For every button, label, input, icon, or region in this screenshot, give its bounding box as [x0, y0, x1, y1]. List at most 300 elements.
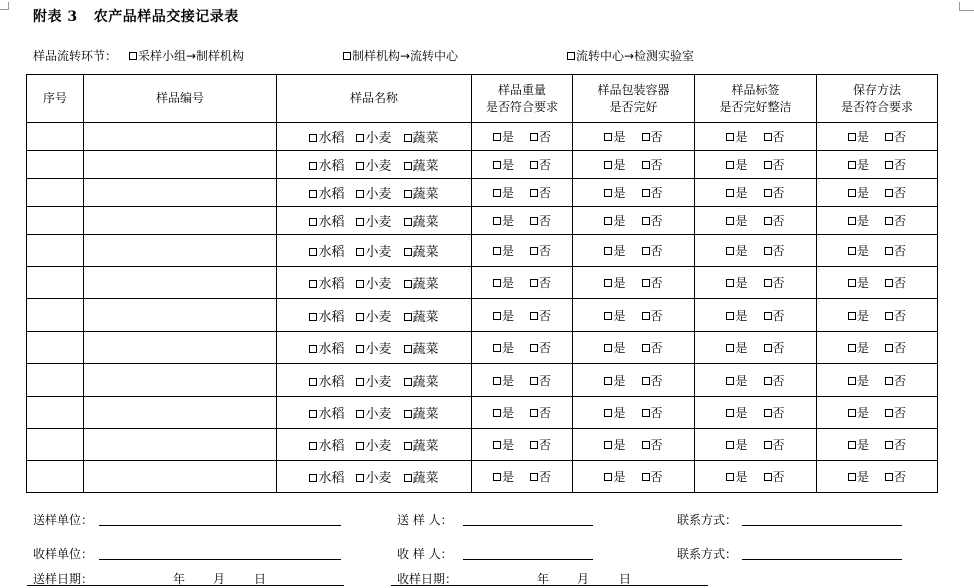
- checkbox-icon[interactable]: [493, 161, 501, 169]
- checkbox-icon[interactable]: [764, 344, 772, 352]
- checkbox-icon[interactable]: [642, 377, 650, 385]
- no-option[interactable]: 否: [642, 436, 663, 453]
- sender-contact-field[interactable]: [742, 525, 902, 526]
- checkbox-icon[interactable]: [848, 217, 856, 225]
- crop-option[interactable]: 水稻: [309, 211, 344, 230]
- checkbox-icon[interactable]: [604, 161, 612, 169]
- checkbox-icon[interactable]: [309, 410, 317, 418]
- no-option[interactable]: 否: [764, 372, 785, 389]
- yes-option[interactable]: 是: [604, 436, 625, 453]
- yes-option[interactable]: 是: [726, 339, 747, 356]
- sample-id-cell[interactable]: [84, 179, 277, 207]
- checkbox-icon[interactable]: [726, 189, 734, 197]
- checkbox-icon[interactable]: [726, 133, 734, 141]
- sample-id-cell[interactable]: [84, 332, 277, 364]
- crop-option[interactable]: 小麦: [356, 338, 391, 357]
- sample-id-cell[interactable]: [84, 123, 277, 151]
- no-option[interactable]: 否: [764, 404, 785, 421]
- no-option[interactable]: 否: [764, 128, 785, 145]
- checkbox-icon[interactable]: [848, 189, 856, 197]
- checkbox-icon[interactable]: [493, 312, 501, 320]
- checkbox-icon[interactable]: [530, 377, 538, 385]
- flow-option-center-to-lab[interactable]: 流转中心→检测实验室: [567, 47, 694, 64]
- index-cell[interactable]: [27, 397, 84, 429]
- checkbox-icon[interactable]: [530, 312, 538, 320]
- no-option[interactable]: 否: [764, 307, 785, 324]
- crop-option[interactable]: 蔬菜: [404, 338, 439, 357]
- crop-option[interactable]: 小麦: [356, 403, 391, 422]
- yes-option[interactable]: 是: [493, 184, 514, 201]
- checkbox-icon[interactable]: [604, 279, 612, 287]
- checkbox-icon[interactable]: [604, 473, 612, 481]
- no-option[interactable]: 否: [885, 372, 906, 389]
- yes-option[interactable]: 是: [604, 212, 625, 229]
- checkbox-icon[interactable]: [642, 409, 650, 417]
- no-option[interactable]: 否: [642, 212, 663, 229]
- checkbox-icon[interactable]: [493, 344, 501, 352]
- no-option[interactable]: 否: [530, 436, 551, 453]
- receiver-unit-field[interactable]: [99, 559, 341, 560]
- no-option[interactable]: 否: [530, 184, 551, 201]
- sample-id-cell[interactable]: [84, 235, 277, 267]
- checkbox-icon[interactable]: [309, 218, 317, 226]
- receiver-contact-field[interactable]: [742, 559, 902, 560]
- checkbox-icon[interactable]: [404, 280, 412, 288]
- no-option[interactable]: 否: [764, 339, 785, 356]
- crop-option[interactable]: 水稻: [309, 403, 344, 422]
- yes-option[interactable]: 是: [726, 274, 747, 291]
- checkbox-icon[interactable]: [726, 344, 734, 352]
- index-cell[interactable]: [27, 235, 84, 267]
- checkbox-icon[interactable]: [764, 377, 772, 385]
- checkbox-icon[interactable]: [642, 344, 650, 352]
- no-option[interactable]: 否: [530, 372, 551, 389]
- sample-id-cell[interactable]: [84, 461, 277, 493]
- crop-option[interactable]: 蔬菜: [404, 273, 439, 292]
- no-option[interactable]: 否: [885, 468, 906, 485]
- send-date-field[interactable]: [27, 585, 344, 586]
- checkbox-icon[interactable]: [530, 441, 538, 449]
- checkbox-icon[interactable]: [404, 313, 412, 321]
- yes-option[interactable]: 是: [493, 372, 514, 389]
- checkbox-icon[interactable]: [848, 312, 856, 320]
- checkbox-icon[interactable]: [493, 247, 501, 255]
- checkbox-icon[interactable]: [848, 409, 856, 417]
- yes-option[interactable]: 是: [848, 274, 869, 291]
- checkbox-icon[interactable]: [404, 345, 412, 353]
- checkbox-icon[interactable]: [604, 133, 612, 141]
- checkbox-icon[interactable]: [764, 441, 772, 449]
- no-option[interactable]: 否: [642, 242, 663, 259]
- checkbox-icon[interactable]: [493, 377, 501, 385]
- checkbox-icon[interactable]: [530, 189, 538, 197]
- yes-option[interactable]: 是: [848, 184, 869, 201]
- checkbox-icon[interactable]: [404, 410, 412, 418]
- checkbox-icon[interactable]: [356, 474, 364, 482]
- sample-id-cell[interactable]: [84, 267, 277, 299]
- yes-option[interactable]: 是: [604, 184, 625, 201]
- crop-option[interactable]: 小麦: [356, 183, 391, 202]
- crop-option[interactable]: 蔬菜: [404, 403, 439, 422]
- checkbox-icon[interactable]: [885, 409, 893, 417]
- yes-option[interactable]: 是: [726, 307, 747, 324]
- crop-option[interactable]: 蔬菜: [404, 467, 439, 486]
- yes-option[interactable]: 是: [726, 404, 747, 421]
- checkbox-icon[interactable]: [604, 344, 612, 352]
- checkbox-icon[interactable]: [356, 190, 364, 198]
- yes-option[interactable]: 是: [848, 156, 869, 173]
- yes-option[interactable]: 是: [493, 404, 514, 421]
- checkbox-icon[interactable]: [530, 473, 538, 481]
- checkbox-icon[interactable]: [404, 442, 412, 450]
- no-option[interactable]: 否: [764, 468, 785, 485]
- checkbox-icon[interactable]: [726, 161, 734, 169]
- checkbox-icon[interactable]: [726, 377, 734, 385]
- yes-option[interactable]: 是: [604, 242, 625, 259]
- checkbox-icon[interactable]: [726, 473, 734, 481]
- flow-option-prep-to-center[interactable]: 制样机构→流转中心: [343, 47, 458, 64]
- no-option[interactable]: 否: [885, 339, 906, 356]
- checkbox-icon[interactable]: [604, 217, 612, 225]
- sample-id-cell[interactable]: [84, 397, 277, 429]
- crop-option[interactable]: 蔬菜: [404, 155, 439, 174]
- checkbox-icon[interactable]: [642, 441, 650, 449]
- checkbox-icon[interactable]: [404, 378, 412, 386]
- checkbox-icon[interactable]: [848, 473, 856, 481]
- index-cell[interactable]: [27, 151, 84, 179]
- checkbox-icon[interactable]: [530, 161, 538, 169]
- crop-option[interactable]: 小麦: [356, 435, 391, 454]
- yes-option[interactable]: 是: [493, 242, 514, 259]
- yes-option[interactable]: 是: [604, 404, 625, 421]
- no-option[interactable]: 否: [530, 468, 551, 485]
- receiver-person-field[interactable]: [463, 559, 593, 560]
- yes-option[interactable]: 是: [493, 274, 514, 291]
- checkbox-icon[interactable]: [848, 279, 856, 287]
- crop-option[interactable]: 蔬菜: [404, 183, 439, 202]
- index-cell[interactable]: [27, 429, 84, 461]
- checkbox-icon[interactable]: [343, 52, 351, 60]
- checkbox-icon[interactable]: [726, 247, 734, 255]
- crop-option[interactable]: 小麦: [356, 241, 391, 260]
- checkbox-icon[interactable]: [848, 161, 856, 169]
- yes-option[interactable]: 是: [848, 212, 869, 229]
- no-option[interactable]: 否: [885, 274, 906, 291]
- checkbox-icon[interactable]: [885, 189, 893, 197]
- no-option[interactable]: 否: [530, 404, 551, 421]
- checkbox-icon[interactable]: [604, 189, 612, 197]
- yes-option[interactable]: 是: [848, 468, 869, 485]
- sender-unit-field[interactable]: [99, 525, 341, 526]
- checkbox-icon[interactable]: [642, 247, 650, 255]
- checkbox-icon[interactable]: [642, 473, 650, 481]
- yes-option[interactable]: 是: [726, 128, 747, 145]
- index-cell[interactable]: [27, 267, 84, 299]
- crop-option[interactable]: 水稻: [309, 127, 344, 146]
- checkbox-icon[interactable]: [604, 247, 612, 255]
- no-option[interactable]: 否: [642, 128, 663, 145]
- checkbox-icon[interactable]: [567, 52, 575, 60]
- crop-option[interactable]: 水稻: [309, 467, 344, 486]
- crop-option[interactable]: 水稻: [309, 273, 344, 292]
- checkbox-icon[interactable]: [530, 279, 538, 287]
- no-option[interactable]: 否: [885, 242, 906, 259]
- checkbox-icon[interactable]: [493, 441, 501, 449]
- index-cell[interactable]: [27, 123, 84, 151]
- checkbox-icon[interactable]: [885, 312, 893, 320]
- checkbox-icon[interactable]: [493, 409, 501, 417]
- no-option[interactable]: 否: [885, 404, 906, 421]
- checkbox-icon[interactable]: [726, 312, 734, 320]
- checkbox-icon[interactable]: [642, 133, 650, 141]
- checkbox-icon[interactable]: [493, 217, 501, 225]
- crop-option[interactable]: 蔬菜: [404, 127, 439, 146]
- no-option[interactable]: 否: [530, 339, 551, 356]
- no-option[interactable]: 否: [885, 436, 906, 453]
- yes-option[interactable]: 是: [604, 468, 625, 485]
- no-option[interactable]: 否: [642, 307, 663, 324]
- crop-option[interactable]: 小麦: [356, 155, 391, 174]
- checkbox-icon[interactable]: [404, 190, 412, 198]
- checkbox-icon[interactable]: [309, 280, 317, 288]
- no-option[interactable]: 否: [530, 212, 551, 229]
- flow-option-sampling-to-prep[interactable]: 采样小组→制样机构: [129, 47, 244, 64]
- index-cell[interactable]: [27, 179, 84, 207]
- checkbox-icon[interactable]: [764, 312, 772, 320]
- crop-option[interactable]: 蔬菜: [404, 371, 439, 390]
- crop-option[interactable]: 小麦: [356, 127, 391, 146]
- checkbox-icon[interactable]: [309, 474, 317, 482]
- checkbox-icon[interactable]: [848, 344, 856, 352]
- receive-date-field[interactable]: [391, 585, 708, 586]
- checkbox-icon[interactable]: [356, 134, 364, 142]
- checkbox-icon[interactable]: [356, 313, 364, 321]
- no-option[interactable]: 否: [642, 274, 663, 291]
- checkbox-icon[interactable]: [642, 189, 650, 197]
- yes-option[interactable]: 是: [848, 339, 869, 356]
- no-option[interactable]: 否: [642, 156, 663, 173]
- checkbox-icon[interactable]: [530, 247, 538, 255]
- checkbox-icon[interactable]: [129, 52, 137, 60]
- yes-option[interactable]: 是: [604, 128, 625, 145]
- yes-option[interactable]: 是: [726, 242, 747, 259]
- no-option[interactable]: 否: [764, 212, 785, 229]
- yes-option[interactable]: 是: [848, 404, 869, 421]
- checkbox-icon[interactable]: [885, 344, 893, 352]
- checkbox-icon[interactable]: [493, 133, 501, 141]
- index-cell[interactable]: [27, 299, 84, 332]
- checkbox-icon[interactable]: [885, 161, 893, 169]
- checkbox-icon[interactable]: [356, 162, 364, 170]
- checkbox-icon[interactable]: [764, 217, 772, 225]
- no-option[interactable]: 否: [764, 274, 785, 291]
- checkbox-icon[interactable]: [530, 409, 538, 417]
- checkbox-icon[interactable]: [309, 190, 317, 198]
- checkbox-icon[interactable]: [764, 279, 772, 287]
- sample-id-cell[interactable]: [84, 364, 277, 397]
- checkbox-icon[interactable]: [726, 409, 734, 417]
- checkbox-icon[interactable]: [642, 279, 650, 287]
- checkbox-icon[interactable]: [885, 279, 893, 287]
- no-option[interactable]: 否: [530, 307, 551, 324]
- checkbox-icon[interactable]: [309, 134, 317, 142]
- crop-option[interactable]: 小麦: [356, 211, 391, 230]
- no-option[interactable]: 否: [885, 128, 906, 145]
- index-cell[interactable]: [27, 364, 84, 397]
- checkbox-icon[interactable]: [764, 189, 772, 197]
- yes-option[interactable]: 是: [726, 212, 747, 229]
- checkbox-icon[interactable]: [493, 189, 501, 197]
- checkbox-icon[interactable]: [493, 473, 501, 481]
- checkbox-icon[interactable]: [885, 133, 893, 141]
- checkbox-icon[interactable]: [493, 279, 501, 287]
- yes-option[interactable]: 是: [493, 128, 514, 145]
- crop-option[interactable]: 小麦: [356, 273, 391, 292]
- checkbox-icon[interactable]: [726, 217, 734, 225]
- yes-option[interactable]: 是: [726, 156, 747, 173]
- checkbox-icon[interactable]: [885, 473, 893, 481]
- yes-option[interactable]: 是: [848, 128, 869, 145]
- checkbox-icon[interactable]: [309, 248, 317, 256]
- checkbox-icon[interactable]: [530, 133, 538, 141]
- crop-option[interactable]: 水稻: [309, 155, 344, 174]
- checkbox-icon[interactable]: [726, 441, 734, 449]
- yes-option[interactable]: 是: [848, 372, 869, 389]
- checkbox-icon[interactable]: [848, 441, 856, 449]
- checkbox-icon[interactable]: [356, 378, 364, 386]
- checkbox-icon[interactable]: [356, 442, 364, 450]
- no-option[interactable]: 否: [764, 436, 785, 453]
- checkbox-icon[interactable]: [604, 377, 612, 385]
- checkbox-icon[interactable]: [642, 312, 650, 320]
- yes-option[interactable]: 是: [493, 307, 514, 324]
- checkbox-icon[interactable]: [309, 162, 317, 170]
- checkbox-icon[interactable]: [604, 312, 612, 320]
- no-option[interactable]: 否: [642, 339, 663, 356]
- yes-option[interactable]: 是: [848, 242, 869, 259]
- checkbox-icon[interactable]: [885, 377, 893, 385]
- checkbox-icon[interactable]: [356, 280, 364, 288]
- checkbox-icon[interactable]: [764, 409, 772, 417]
- no-option[interactable]: 否: [764, 242, 785, 259]
- crop-option[interactable]: 蔬菜: [404, 211, 439, 230]
- checkbox-icon[interactable]: [885, 217, 893, 225]
- checkbox-icon[interactable]: [404, 248, 412, 256]
- checkbox-icon[interactable]: [530, 344, 538, 352]
- yes-option[interactable]: 是: [604, 274, 625, 291]
- crop-option[interactable]: 蔬菜: [404, 241, 439, 260]
- yes-option[interactable]: 是: [726, 372, 747, 389]
- yes-option[interactable]: 是: [493, 339, 514, 356]
- checkbox-icon[interactable]: [404, 134, 412, 142]
- checkbox-icon[interactable]: [726, 279, 734, 287]
- checkbox-icon[interactable]: [404, 474, 412, 482]
- checkbox-icon[interactable]: [530, 217, 538, 225]
- checkbox-icon[interactable]: [848, 133, 856, 141]
- crop-option[interactable]: 水稻: [309, 183, 344, 202]
- crop-option[interactable]: 小麦: [356, 467, 391, 486]
- no-option[interactable]: 否: [764, 156, 785, 173]
- checkbox-icon[interactable]: [604, 441, 612, 449]
- crop-option[interactable]: 蔬菜: [404, 435, 439, 454]
- crop-option[interactable]: 蔬菜: [404, 306, 439, 325]
- crop-option[interactable]: 水稻: [309, 338, 344, 357]
- yes-option[interactable]: 是: [604, 339, 625, 356]
- sample-id-cell[interactable]: [84, 207, 277, 235]
- yes-option[interactable]: 是: [493, 156, 514, 173]
- checkbox-icon[interactable]: [642, 217, 650, 225]
- sender-person-field[interactable]: [463, 525, 593, 526]
- checkbox-icon[interactable]: [356, 218, 364, 226]
- no-option[interactable]: 否: [764, 184, 785, 201]
- crop-option[interactable]: 小麦: [356, 306, 391, 325]
- checkbox-icon[interactable]: [885, 441, 893, 449]
- no-option[interactable]: 否: [530, 274, 551, 291]
- no-option[interactable]: 否: [530, 128, 551, 145]
- yes-option[interactable]: 是: [726, 184, 747, 201]
- no-option[interactable]: 否: [642, 372, 663, 389]
- no-option[interactable]: 否: [642, 468, 663, 485]
- checkbox-icon[interactable]: [309, 378, 317, 386]
- crop-option[interactable]: 水稻: [309, 306, 344, 325]
- no-option[interactable]: 否: [642, 404, 663, 421]
- checkbox-icon[interactable]: [309, 313, 317, 321]
- yes-option[interactable]: 是: [726, 468, 747, 485]
- yes-option[interactable]: 是: [493, 468, 514, 485]
- crop-option[interactable]: 水稻: [309, 371, 344, 390]
- checkbox-icon[interactable]: [848, 247, 856, 255]
- index-cell[interactable]: [27, 332, 84, 364]
- checkbox-icon[interactable]: [764, 473, 772, 481]
- checkbox-icon[interactable]: [356, 248, 364, 256]
- checkbox-icon[interactable]: [356, 410, 364, 418]
- yes-option[interactable]: 是: [604, 372, 625, 389]
- no-option[interactable]: 否: [530, 156, 551, 173]
- yes-option[interactable]: 是: [848, 436, 869, 453]
- checkbox-icon[interactable]: [642, 161, 650, 169]
- no-option[interactable]: 否: [885, 156, 906, 173]
- crop-option[interactable]: 水稻: [309, 435, 344, 454]
- checkbox-icon[interactable]: [764, 247, 772, 255]
- yes-option[interactable]: 是: [493, 436, 514, 453]
- checkbox-icon[interactable]: [309, 442, 317, 450]
- index-cell[interactable]: [27, 461, 84, 493]
- sample-id-cell[interactable]: [84, 151, 277, 179]
- sample-id-cell[interactable]: [84, 429, 277, 461]
- checkbox-icon[interactable]: [885, 247, 893, 255]
- checkbox-icon[interactable]: [309, 345, 317, 353]
- no-option[interactable]: 否: [530, 242, 551, 259]
- yes-option[interactable]: 是: [604, 307, 625, 324]
- checkbox-icon[interactable]: [848, 377, 856, 385]
- no-option[interactable]: 否: [885, 184, 906, 201]
- sample-id-cell[interactable]: [84, 299, 277, 332]
- checkbox-icon[interactable]: [404, 162, 412, 170]
- yes-option[interactable]: 是: [493, 212, 514, 229]
- crop-option[interactable]: 小麦: [356, 371, 391, 390]
- no-option[interactable]: 否: [642, 184, 663, 201]
- crop-option[interactable]: 水稻: [309, 241, 344, 260]
- checkbox-icon[interactable]: [764, 161, 772, 169]
- yes-option[interactable]: 是: [604, 156, 625, 173]
- checkbox-icon[interactable]: [404, 218, 412, 226]
- checkbox-icon[interactable]: [604, 409, 612, 417]
- yes-option[interactable]: 是: [848, 307, 869, 324]
- no-option[interactable]: 否: [885, 212, 906, 229]
- yes-option[interactable]: 是: [726, 436, 747, 453]
- checkbox-icon[interactable]: [356, 345, 364, 353]
- checkbox-icon[interactable]: [764, 133, 772, 141]
